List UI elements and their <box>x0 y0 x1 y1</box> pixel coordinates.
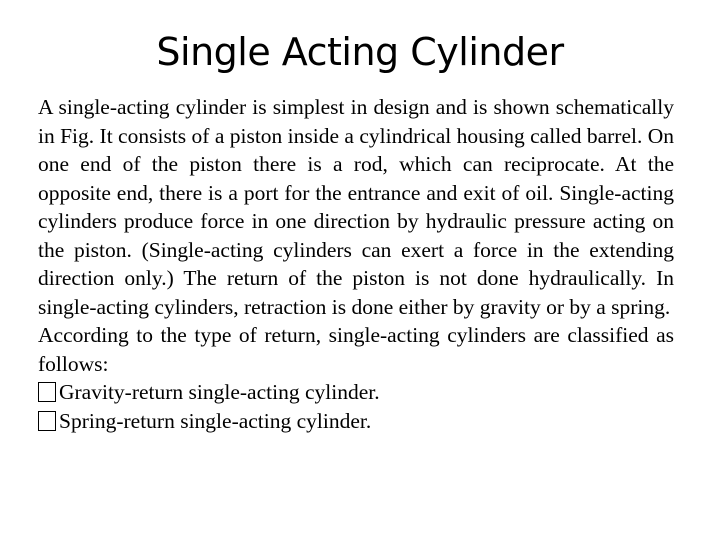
bullet-text: Spring-return single-acting cylinder. <box>59 408 372 433</box>
bullet-text: Gravity-return single-acting cylinder. <box>59 380 380 404</box>
intro-line: According to the type of return, single-acting cylinders are classified as follows: <box>38 323 674 376</box>
bullet-box-icon <box>38 382 56 402</box>
bullet-box-icon <box>38 411 56 431</box>
slide-body <box>38 93 674 435</box>
list-item <box>38 407 674 436</box>
bullet-list <box>38 378 674 435</box>
list-item <box>38 378 674 407</box>
body-paragraph: A single-acting cylinder is simplest in design and is shown schematically in Fig. It consists of a piston inside a cylindrical housing called barrel. On one end of the piston there is a rod, which can reciprocate. At the opposite end, there is a port for the entrance and exit of oil. Single-acting cylinders produce force in one direction by hydraulic pressure acting on the piston. (Single-acting cylinders can exert a force in the extending direction only.) The return of the piston is not done hydraulically. In single-acting cylinders, retraction is done either by gravity or by a spring. <box>38 95 674 319</box>
slide-title: Single Acting Cylinder <box>156 30 564 74</box>
